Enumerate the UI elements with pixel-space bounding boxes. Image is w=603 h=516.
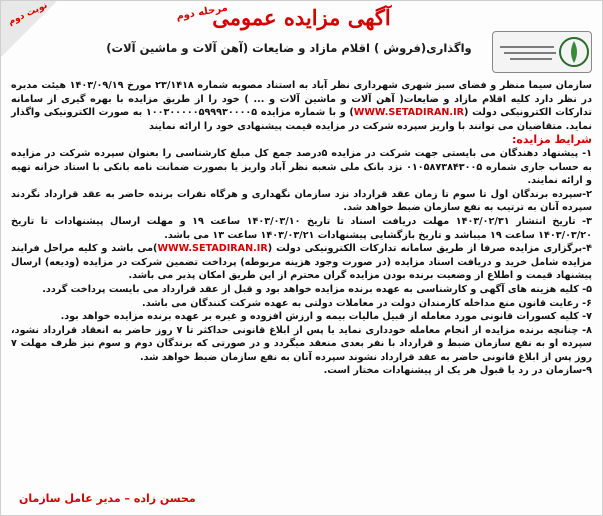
- advertisement-body: [11, 79, 592, 378]
- intro-text-1: سازمان سیما منظر و فضای سبز شهری شهرداری نظر آباد به استناد مصوبه شماره ۲۳/۱۴۱۸ مورخ ۱۴۰۳/۰۹/۱۹ هیئت مدیره در نظر دارد کلیه اقلام مازاد و ضایعات( آهن آلات و ماشین آلات و ... ) خود را از طریق مزایده با بهره گیری از سامانه تدارکات الکترونیکی دولت (: [11, 80, 592, 119]
- condition-9: ۹-سازمان در رد یا قبول هر یک از پیشنهادات مختار است.: [323, 365, 592, 377]
- intro-paragraph: [11, 79, 592, 133]
- page-title: آگهی مزایده عمومی: [212, 5, 391, 30]
- signature: محسن زاده – مدیر عامل سازمان: [19, 492, 196, 505]
- logo-emblem-icon: [494, 33, 590, 71]
- condition-8: ۸- چنانچه برنده مزایده از انجام معامله خودداری نماید یا پس از ابلاغ قانونی حداکثر تا ۷ روز حاضر به انعقاد قرارداد نشود، سپرده او به نفع سازمان ضبط و قرارداد با نفر بعدی منعقد میگردد و در صورتی که برندگان دوم و سوم نیز ظرف مهلت ۷ روز پس از ابلاغ قانونی حاضر به عقد قرارداد نشوند سپرده آنان به نفع سازمان ضبط خواهد شد.: [11, 324, 592, 363]
- condition-4-link[interactable]: WWW.SETADIRAN.IR: [157, 243, 268, 255]
- condition-5: ۵- کلیه هزینه های آگهی و کارشناسی به عهده برنده مزایده خواهد بود و قبل از عقد قرارداد می بایست پرداخت گردد.: [42, 283, 592, 295]
- corner-label: نوبت دوم: [6, 0, 50, 28]
- header: [1, 1, 602, 73]
- condition-6: ۶- رعایت قانون منع مداخله کارمندان دولت در معاملات دولتی به عهده شرکت کنندگان می باشد.: [142, 297, 592, 309]
- condition-2: ۲-سپرده برندگان اول تا سوم تا زمان عقد قرارداد نزد سازمان نگهداری و هرگاه نفرات برنده حاضر به عقد قرارداد نگردند سپرده آنان به ترتیب به نفع سازمان ضبط خواهد شد.: [11, 188, 592, 214]
- condition-7: ۷- کلیه کسورات قانونی مورد معامله از قبیل مالیات بیمه و ارزش افزوده و غیره بر عهده برنده مزایده خواهد بود.: [60, 311, 592, 323]
- organization-logo: [492, 31, 592, 73]
- page-subtitle: واگذاری(فروش ) اقلام مازاد و ضایعات (آهن آلات و ماشین آلات): [106, 41, 472, 55]
- condition-4-text-2: )می باشد و کلیه مراحل فرایند مزایده شامل خرید و دریافت اسناد مزایده (در صورت وجود هزینه مربوطه) پرداخت تضمین شرکت در مزایده (ودیعه) ارسال پیشنهاد قیمت و اطلاع از وضعیت برنده بودن مزایده گران محترم از این طریق امکان پذیر می باشد.: [11, 243, 592, 282]
- condition-1: ۱- پیشنهاد دهندگان می بایستی جهت شرکت در مزایده ۵درصد جمع کل مبلغ کارشناسی را بعنوان سپرده شرکت در مزایده به حساب جاری شماره ۰۱۰۵۸۷۳۸۴۳۰۰۵ نزد بانک ملی شعبه نظر آباد واریز یا بصورت ضمانت نامه بانکی با استاد خزانه تهیه و ارائه نمایند.: [11, 147, 593, 187]
- conditions-title: شرایط مزایده:: [512, 133, 592, 147]
- setadiran-link[interactable]: WWW.SETADIRAN.IR: [353, 107, 465, 119]
- condition-4-text-1: ۴-برگزاری مزایده صرفا از طریق سامانه تدارکات الکترونیکی دولت (: [267, 243, 592, 255]
- condition-4: [11, 242, 592, 283]
- round-label: مرحله دوم: [175, 2, 229, 23]
- condition-3: ۳- تاریخ انتشار ۱۴۰۳/۰۲/۳۱ مهلت دریافت اسناد تا تاریخ ۱۴۰۳/۰۳/۱۰ ساعت ۱۹ و مهلت ارسال پیشنهادات تا تاریخ ۱۴۰۳/۰۳/۲۰ ساعت ۱۹ میباشد و تاریخ بازگشایی پیشنهادات ۱۴۰۳/۰۳/۲۱ ساعت ۱۳ می باشد.: [11, 215, 592, 241]
- intro-text-2: ) و با شماره مزایده ۱۰۰۳۰۰۰۰۰۵۹۹۹۳۰۰۰۰۵ به صورت الکترونیکی واگذار نماید. متقاضیان می توانند با واریز سپرده شرکت در مزایده قیمت پیشنهادی خود را ارائه نمایند: [11, 107, 592, 132]
